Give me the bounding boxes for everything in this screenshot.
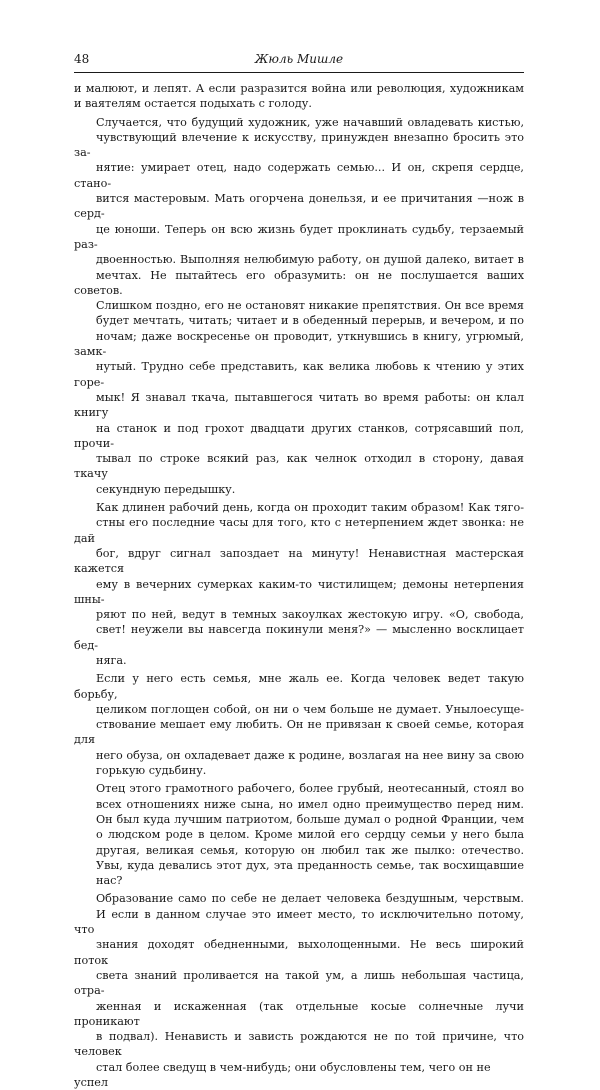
- paragraph: [74, 891, 524, 1090]
- text-line: другая, великая семья, которую он любил так же пылко: отечество.: [96, 843, 524, 857]
- text-line: Образование само по себе не делает человека бездушным, черствым.: [96, 892, 524, 906]
- page-number: 48: [74, 52, 90, 66]
- text-line: ему в вечерних сумерках каким-то чистилищем; демоны нетерпения шны-: [74, 577, 524, 606]
- text-line: Слишком поздно, его не остановят никакие препятствия. Он все время: [96, 299, 524, 313]
- text-line: о людском роде в целом. Кроме милой его сердцу семьи у него была: [96, 828, 524, 842]
- text-line: Как длинен рабочий день, когда он проходит таким образом! Как тяго-: [96, 501, 524, 515]
- text-line: будет мечтать, читать; читает и в обеденный перерыв, и вечером, и по: [96, 314, 524, 328]
- text-line: ствование мешает ему любить. Он не привязан к своей семье, которая для: [74, 718, 524, 747]
- text-line: него обуза, он охладевает даже к родине, возлагая на нее вину за свою: [96, 748, 524, 762]
- text-line: Увы, куда девались этот дух, эта преданность семье, так восхищавшие: [96, 858, 524, 872]
- text-line: и ваятелям остается подыхать с голоду.: [74, 97, 312, 111]
- paragraph: [74, 500, 524, 668]
- text-line: И если в данном случае это имеет место, то исключительно потому, что: [74, 907, 524, 937]
- text-line: ночам; даже воскресенье он проводит, уткнувшись в книгу, угрюмый, замк-: [74, 329, 524, 359]
- text-line: ряют по ней, ведут в темных закоулках жестокую игру. «О, свобода,: [96, 608, 524, 622]
- text-line: женная и искаженная (так отдельные косые солнечные лучи проникают: [74, 999, 524, 1028]
- text-line: двоенностью. Выполняя нелюбимую работу, он душой далеко, витает в: [96, 253, 524, 267]
- text-line: Он был куда лучшим патриотом, больше думал о родной Франции, чем: [96, 812, 524, 826]
- text-line: стны его последние часы для того, кто с нетерпением ждет звонка: не дай: [74, 516, 524, 545]
- paragraph: [74, 671, 524, 778]
- text-line: вится мастеровым. Мать огорчена донельзя, и ее причитания —нож в серд-: [74, 192, 524, 221]
- paragraph: [74, 115, 524, 497]
- text-line: тывал по строке всякий раз, как челнок отходил в сторону, давая ткачу: [74, 452, 524, 481]
- text-line: це юноши. Теперь он всю жизнь будет проклинать судьбу, терзаемый раз-: [74, 222, 524, 251]
- text-line: горькую судьбину.: [96, 764, 207, 778]
- text-line: в подвал). Ненависть и зависть рождаются не по той причине, что человек: [74, 1030, 524, 1059]
- paragraph: [74, 81, 524, 112]
- text-line: нас?: [96, 874, 123, 888]
- text-line: и малюют, и лепят. А если разразится война или революция, художникам: [74, 82, 524, 95]
- text-line: свет! неужели вы навсегда покинули меня?» — мысленно восклицает бед-: [74, 623, 524, 652]
- text-line: на станок и под грохот двадцати других станков, сотрясавший пол, прочи-: [74, 421, 524, 450]
- text-line: Отец этого грамотного рабочего, более грубый, неотесанный, стоял во: [96, 782, 524, 796]
- text-line: Случается, что будущий художник, уже начавший овладевать кистью,: [96, 115, 524, 129]
- text-line: света знаний проливается на такой ум, а лишь небольшая частица, отра-: [74, 968, 524, 998]
- text-line: бог, вдруг сигнал запоздает на минуту! Ненавистная мастерская кажется: [74, 546, 524, 576]
- header-rule: [74, 72, 524, 73]
- paragraph: [74, 781, 524, 888]
- text-line: чувствующий влечение к искусству, принужден внезапно бросить это за-: [74, 130, 524, 160]
- text-line: секундную передышку.: [96, 482, 236, 496]
- running-title: Жюль Мишле: [254, 52, 344, 66]
- text-line: стал более сведущ в чем-нибудь; они обусловлены тем, чего он не успел: [74, 1060, 491, 1089]
- text-line: целиком поглощен собой, он ни о чем больше не думает. Унылоесуще-: [96, 702, 524, 716]
- text-line: всех отношениях ниже сына, но имел одно преимущество перед ним.: [96, 797, 524, 811]
- page-header: [74, 52, 524, 70]
- text-line: няга.: [96, 653, 127, 667]
- text-line: нятие: умирает отец, надо содержать семью... И он, скрепя сердце, стано-: [74, 161, 524, 190]
- text-line: нутый. Трудно себе представить, как велика любовь к чтению у этих горе-: [74, 360, 524, 389]
- book-page: [74, 52, 524, 1090]
- body-text: [74, 81, 524, 1090]
- text-line: знания доходят обедненными, выхолощенными. Не весь широкий поток: [74, 938, 524, 967]
- text-line: мык! Я знавал ткача, пытавшегося читать во время работы: он клал книгу: [74, 390, 524, 420]
- text-line: Если у него есть семья, мне жаль ее. Когда человек ведет такую борьбу,: [74, 672, 524, 701]
- text-line: мечтах. Не пытайтесь его образумить: он не послушается ваших советов.: [74, 268, 524, 297]
